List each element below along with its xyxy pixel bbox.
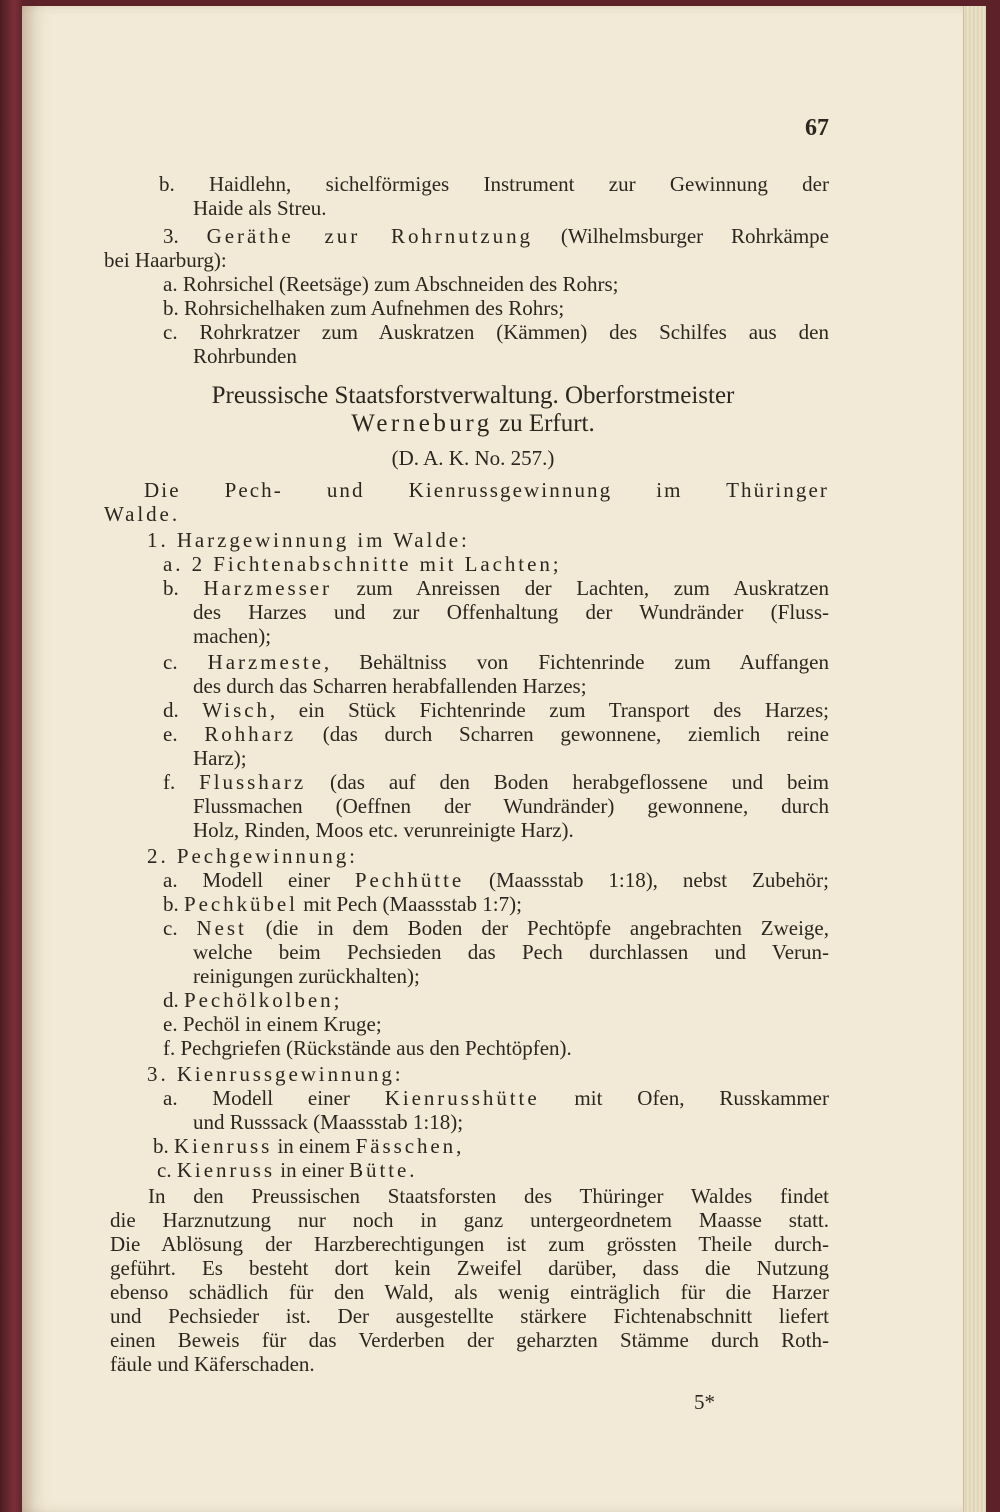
section-heading: Preussische Staatsforstverwaltung. Oberforstmeister (211, 382, 735, 409)
list-item: a. 2 Fichtenabschnitte mit Lachten; (163, 552, 562, 576)
catalog-number: (D. A. K. No. 257.) (391, 446, 555, 470)
list-item: d. Wisch, ein Stück Fichtenrinde zum Transport des Harzes; (163, 698, 830, 722)
list-item: f. Pechgriefen (Rückstände aus den Pechtöpfen). (163, 1036, 572, 1060)
list-item-cont: welche beim Pechsieden das Pech durchlassen und Verun- (193, 940, 829, 964)
exhibit-title: Die Pech- und Kienrussgewinnung im Thüringer (144, 478, 829, 502)
list-item-cont: Flussmachen (Oeffnen der Wundränder) gewonnene, durch (193, 794, 829, 818)
list-item: b. Pechkübel mit Pech (Maassstab 1:7); (163, 892, 522, 916)
paragraph-line: einen Beweis für das Verderben der geharzten Stämme durch Roth- (110, 1328, 829, 1352)
paragraph-line: fäule und Käferschaden. (110, 1352, 315, 1376)
text-line: a. Rohrsichel (Reetsäge) zum Abschneiden des Rohrs; (163, 272, 619, 296)
list-item: f. Flussharz (das auf den Boden herabgeflossene und beim (163, 770, 829, 794)
list-item: d. Pechölkolben; (163, 988, 340, 1012)
list-heading: 2. Pechgewinnung: (147, 844, 358, 868)
list-item: e. Pechöl in einem Kruge; (163, 1012, 382, 1036)
list-item: c. Harzmeste, Behältniss von Fichtenrinde zum Auffangen (163, 650, 829, 674)
text-line: Haide als Streu. (193, 196, 327, 220)
list-item-cont: Holz, Rinden, Moos etc. verunreinigte Harz). (193, 818, 574, 842)
page-stack-edge (963, 6, 986, 1512)
book-page (22, 6, 982, 1512)
paragraph-line: und Pechsieder ist. Der ausgestellte stärkere Fichtenabschnitt liefert (110, 1304, 829, 1328)
text-line: b. Rohrsichelhaken zum Aufnehmen des Rohrs; (163, 296, 565, 320)
list-heading: 1. Harzgewinnung im Walde: (147, 528, 470, 552)
exhibit-title: Walde. (104, 502, 181, 526)
paragraph-line: Die Ablösung der Harzberechtigungen ist zum grössten Theile durch- (110, 1232, 829, 1256)
list-item: e. Rohharz (das durch Scharren gewonnene, ziemlich reine (163, 722, 830, 746)
paragraph-line: In den Preussischen Staatsforsten des Thüringer Waldes findet (148, 1184, 829, 1208)
list-heading: 3. Kienrussgewinnung: (147, 1062, 404, 1086)
list-item-cont: des Harzes und zur Offenhaltung der Wundränder (Fluss- (193, 600, 829, 624)
signature-mark: 5* (694, 1390, 715, 1414)
list-item-cont: Harz); (193, 746, 247, 770)
list-item: c. Kienruss in einer Bütte. (157, 1158, 415, 1182)
paragraph-line: die Harznutzung nur noch in ganz untergeordnetem Maasse statt. (110, 1208, 829, 1232)
paragraph-line: geführt. Es besteht dort kein Zweifel darüber, dass die Nutzung (110, 1256, 829, 1280)
section-heading-line2: Werneburg zu Erfurt. (351, 410, 595, 437)
list-item-cont: und Russsack (Maassstab 1:18); (193, 1110, 464, 1134)
list-item-cont: reinigungen zurückhalten); (193, 964, 420, 988)
list-item-cont: des durch das Scharren herabfallenden Harzes; (193, 674, 587, 698)
text-line: bei Haarburg): (104, 248, 227, 272)
text-line: Rohrbunden (193, 344, 297, 368)
list-item: a. Modell einer Kienrusshütte mit Ofen, Russkammer (163, 1086, 829, 1110)
list-item: c. Nest (die in dem Boden der Pechtöpfe angebrachten Zweige, (163, 916, 829, 940)
list-item: b. Harzmesser zum Anreissen der Lachten, zum Auskratzen (163, 576, 829, 600)
page-number: 67 (805, 115, 829, 141)
text-line: b. Haidlehn, sichelförmiges Instrument zur Gewinnung der (159, 172, 829, 196)
text-line: c. Rohrkratzer zum Auskratzen (Kämmen) des Schilfes aus den (163, 320, 829, 344)
paragraph-line: ebenso schädlich für den Wald, als wenig einträglich für die Harzer (110, 1280, 829, 1304)
list-item: b. Kienruss in einem Fässchen, (153, 1134, 462, 1158)
list-item-cont: machen); (193, 624, 272, 648)
list-item: a. Modell einer Pechhütte (Maassstab 1:18), nebst Zubehör; (163, 868, 829, 892)
text-line: 3. Geräthe zur Rohrnutzung (Wilhelmsburger Rohrkämpe (163, 224, 830, 248)
